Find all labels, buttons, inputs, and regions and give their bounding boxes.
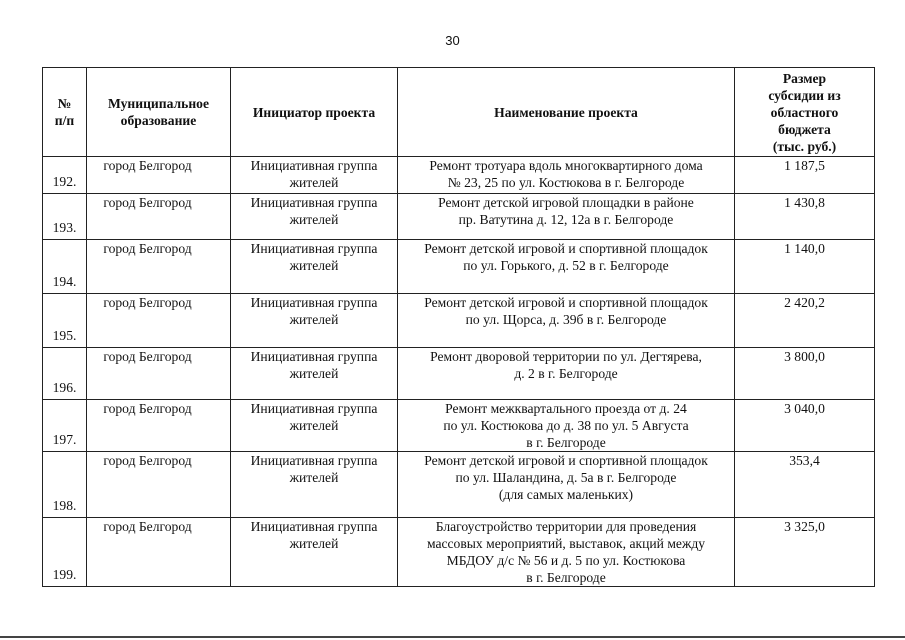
row-municipality: город Белгород <box>87 452 231 518</box>
row-initiator: Инициативная группа жителей <box>231 518 398 587</box>
row-amount: 1 187,5 <box>735 157 875 194</box>
table-row <box>43 240 875 294</box>
header-subsidy-amount: Размер субсидии из областного бюджета (тыс. руб.) <box>735 68 875 157</box>
table-row <box>43 294 875 348</box>
bottom-border-line <box>0 636 905 638</box>
header-municipality: Муниципальное образование <box>87 68 231 157</box>
row-municipality: город Белгород <box>87 348 231 400</box>
row-project-name: Ремонт детской игровой и спортивной площадок по ул. Горького, д. 52 в г. Белгороде <box>398 240 735 294</box>
row-number: 195. <box>43 294 87 348</box>
subsidy-projects-table <box>42 67 875 587</box>
row-number: 194. <box>43 240 87 294</box>
row-number: 193. <box>43 194 87 240</box>
row-municipality: город Белгород <box>87 294 231 348</box>
table-row <box>43 348 875 400</box>
table-row <box>43 400 875 452</box>
row-project-name: Ремонт детской игровой площадки в районе пр. Ватутина д. 12, 12а в г. Белгороде <box>398 194 735 240</box>
row-municipality: город Белгород <box>87 157 231 194</box>
row-project-name: Ремонт детской игровой и спортивной площадок по ул. Шаландина, д. 5а в г. Белгороде (для самых маленьких) <box>398 452 735 518</box>
row-project-name: Ремонт тротуара вдоль многоквартирного дома № 23, 25 по ул. Костюкова в г. Белгороде <box>398 157 735 194</box>
table-row <box>43 452 875 518</box>
row-initiator: Инициативная группа жителей <box>231 194 398 240</box>
table-row <box>43 194 875 240</box>
row-number: 198. <box>43 452 87 518</box>
row-project-name: Ремонт межквартального проезда от д. 24 по ул. Костюкова до д. 38 по ул. 5 Августа в г. Белгороде <box>398 400 735 452</box>
row-municipality: город Белгород <box>87 194 231 240</box>
row-amount: 1 140,0 <box>735 240 875 294</box>
header-project-name: Наименование проекта <box>398 68 735 157</box>
row-project-name: Благоустройство территории для проведения массовых мероприятий, выставок, акций между МБДОУ д/с № 56 и д. 5 по ул. Костюкова в г. Белгороде <box>398 518 735 587</box>
row-number: 192. <box>43 157 87 194</box>
row-initiator: Инициативная группа жителей <box>231 240 398 294</box>
row-amount: 3 800,0 <box>735 348 875 400</box>
row-number: 199. <box>43 518 87 587</box>
row-initiator: Инициативная группа жителей <box>231 400 398 452</box>
row-project-name: Ремонт дворовой территории по ул. Дегтярева, д. 2 в г. Белгороде <box>398 348 735 400</box>
row-municipality: город Белгород <box>87 400 231 452</box>
row-initiator: Инициативная группа жителей <box>231 294 398 348</box>
page-number: 30 <box>445 33 460 48</box>
row-number: 196. <box>43 348 87 400</box>
header-number: № п/п <box>43 68 87 157</box>
row-amount: 1 430,8 <box>735 194 875 240</box>
row-initiator: Инициативная группа жителей <box>231 348 398 400</box>
row-project-name: Ремонт детской игровой и спортивной площадок по ул. Щорса, д. 39б в г. Белгороде <box>398 294 735 348</box>
table-row <box>43 157 875 194</box>
row-municipality: город Белгород <box>87 240 231 294</box>
row-initiator: Инициативная группа жителей <box>231 157 398 194</box>
row-amount: 2 420,2 <box>735 294 875 348</box>
row-number: 197. <box>43 400 87 452</box>
row-amount: 3 040,0 <box>735 400 875 452</box>
table-header-row <box>43 68 875 157</box>
row-amount: 3 325,0 <box>735 518 875 587</box>
row-municipality: город Белгород <box>87 518 231 587</box>
row-amount: 353,4 <box>735 452 875 518</box>
row-initiator: Инициативная группа жителей <box>231 452 398 518</box>
header-initiator: Инициатор проекта <box>231 68 398 157</box>
table-row <box>43 518 875 587</box>
